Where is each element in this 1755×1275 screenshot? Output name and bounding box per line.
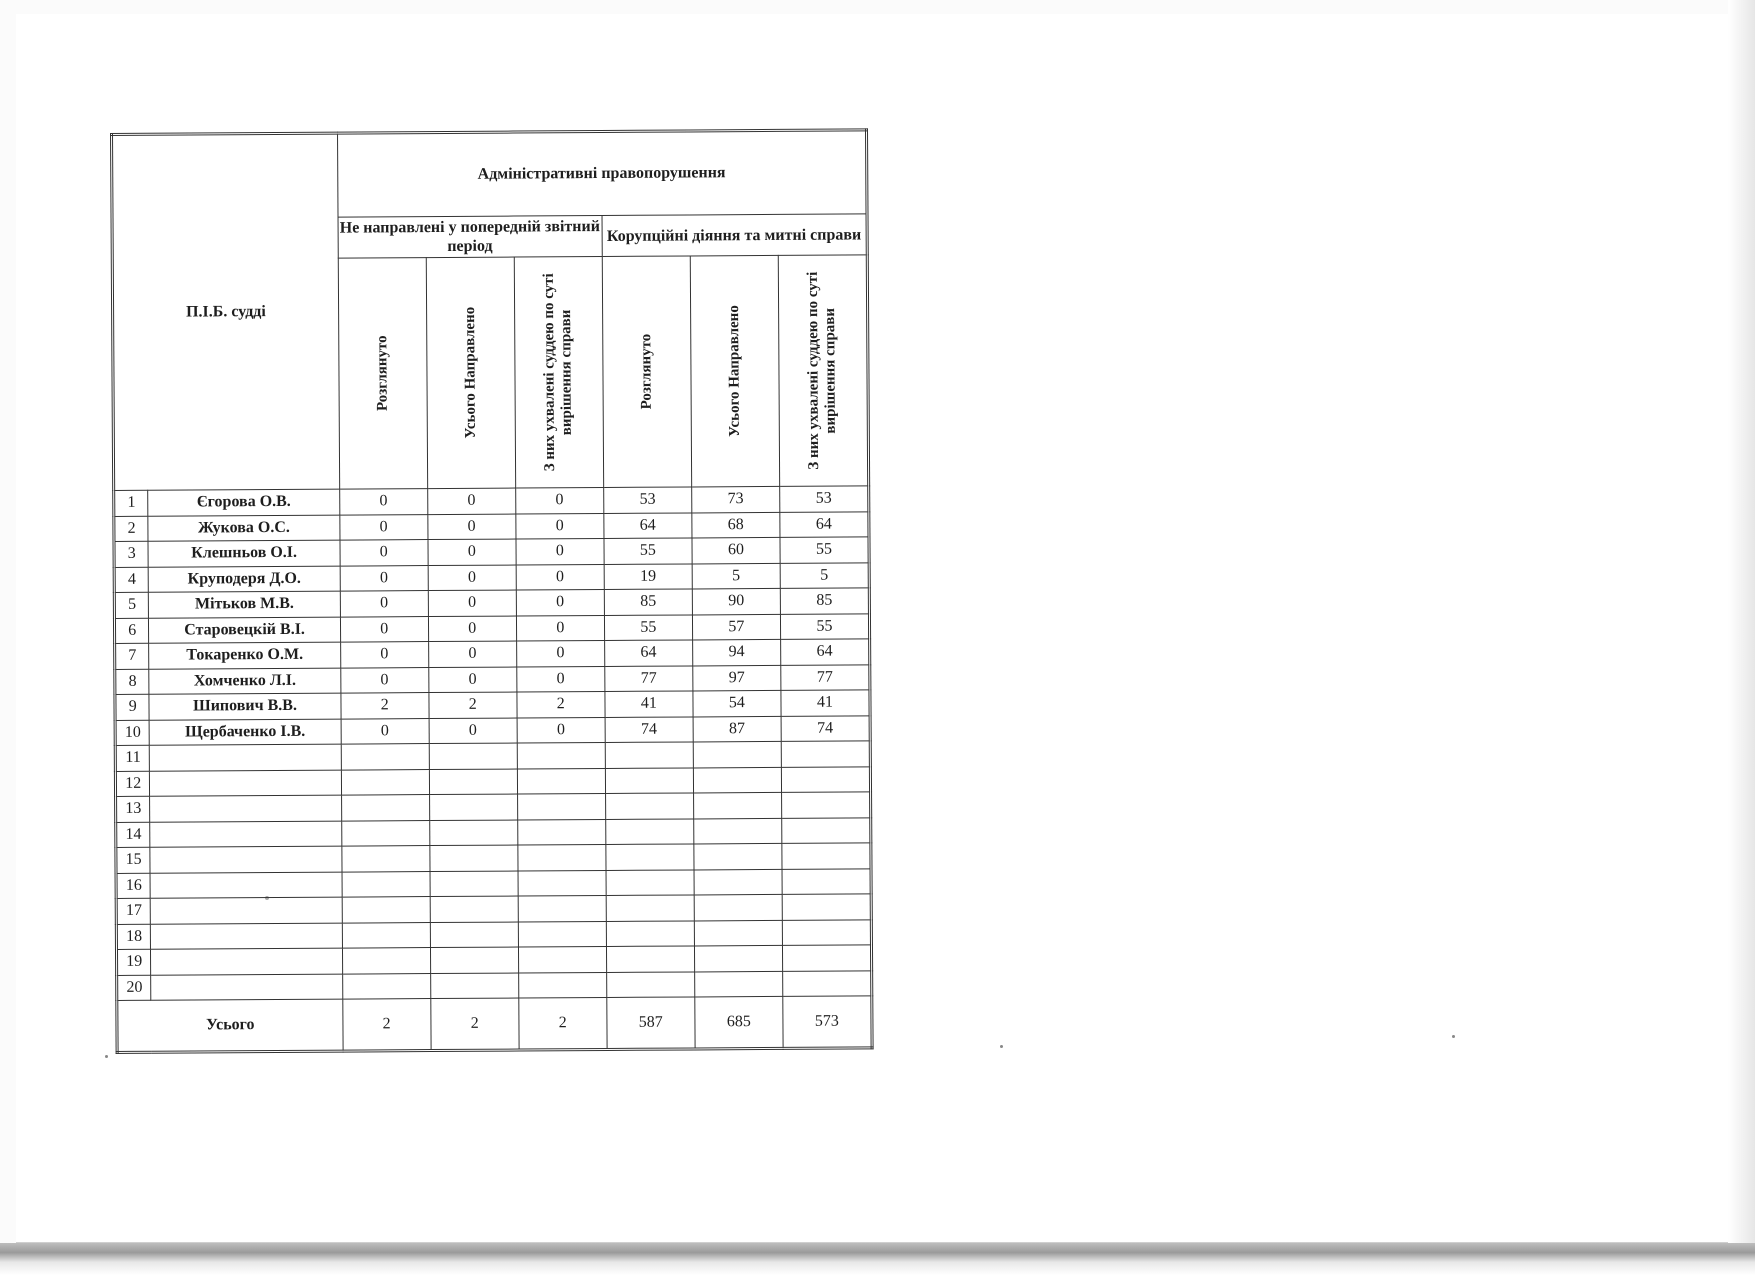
judge-name-cell xyxy=(151,923,342,950)
value-cell xyxy=(605,793,693,819)
value-cell: 0 xyxy=(427,488,515,514)
row-number: 15 xyxy=(116,847,151,873)
value-cell xyxy=(694,843,782,869)
value-cell xyxy=(430,922,518,948)
value-cell: 0 xyxy=(428,616,516,642)
group-header-corruption: Корупційні діяння та митні справи xyxy=(602,214,867,257)
value-cell: 68 xyxy=(692,512,780,538)
value-cell xyxy=(518,870,606,896)
row-number: 10 xyxy=(115,720,150,746)
judge-name-cell: Мітьков М.В. xyxy=(149,591,340,618)
value-cell: 0 xyxy=(428,667,516,693)
value-cell: 85 xyxy=(780,588,869,614)
value-cell: 57 xyxy=(692,614,780,640)
judge-name-cell xyxy=(150,770,341,797)
judge-name-cell: Щербаченко І.В. xyxy=(149,719,340,746)
value-cell xyxy=(429,820,517,846)
total-value-cell: 2 xyxy=(342,999,430,1052)
column-header-text: З них ухвалені суддею по суті вирішення справи xyxy=(805,271,840,470)
value-cell xyxy=(782,919,871,945)
value-cell: 0 xyxy=(516,640,604,666)
value-cell xyxy=(782,868,871,894)
judge-name-cell xyxy=(150,872,341,899)
value-cell xyxy=(605,767,693,793)
value-cell: 2 xyxy=(341,693,429,719)
value-cell xyxy=(693,792,781,818)
value-cell xyxy=(517,819,605,845)
value-cell: 64 xyxy=(604,512,692,538)
column-header-1 xyxy=(338,258,427,490)
value-cell: 0 xyxy=(340,667,428,693)
row-number: 5 xyxy=(114,592,149,618)
judge-name-cell xyxy=(150,846,341,873)
value-cell: 64 xyxy=(781,639,870,665)
value-cell xyxy=(606,971,694,997)
row-number: 20 xyxy=(117,975,152,1001)
value-cell xyxy=(517,793,605,819)
value-cell: 77 xyxy=(605,665,693,691)
value-cell: 0 xyxy=(340,591,428,617)
value-cell: 55 xyxy=(780,613,869,639)
value-cell xyxy=(693,767,781,793)
judge-name-cell xyxy=(151,897,342,924)
value-cell xyxy=(341,769,429,795)
row-number: 18 xyxy=(116,924,151,950)
value-cell: 55 xyxy=(780,537,869,563)
judge-name-cell xyxy=(151,974,342,1001)
judge-name-cell xyxy=(150,795,341,822)
value-cell: 54 xyxy=(693,690,781,716)
value-cell xyxy=(605,742,693,768)
value-cell xyxy=(341,820,429,846)
value-cell: 41 xyxy=(605,691,693,717)
value-cell: 0 xyxy=(339,489,427,515)
value-cell: 85 xyxy=(604,589,692,615)
value-cell xyxy=(518,921,606,947)
total-value-cell: 573 xyxy=(783,996,872,1049)
scan-speck xyxy=(1000,1045,1003,1048)
value-cell xyxy=(430,845,518,871)
row-number: 12 xyxy=(115,771,150,797)
value-cell xyxy=(694,920,782,946)
value-cell xyxy=(518,972,606,998)
value-cell xyxy=(782,817,871,843)
value-cell xyxy=(606,844,694,870)
value-cell: 0 xyxy=(428,539,516,565)
value-cell xyxy=(782,843,871,869)
value-cell xyxy=(342,846,430,872)
value-cell: 0 xyxy=(341,718,429,744)
value-cell xyxy=(518,844,606,870)
value-cell xyxy=(341,795,429,821)
table-body xyxy=(114,486,872,1001)
value-cell: 5 xyxy=(780,562,869,588)
value-cell xyxy=(781,766,870,792)
total-value-cell: 2 xyxy=(519,997,607,1050)
value-cell xyxy=(429,794,517,820)
page-bottom-edge xyxy=(0,1243,1755,1275)
value-cell: 53 xyxy=(603,487,691,513)
column-header-text: Розглянуто xyxy=(638,333,655,410)
value-cell: 0 xyxy=(428,514,516,540)
value-cell: 0 xyxy=(516,589,604,615)
row-number: 4 xyxy=(114,567,149,593)
judges-report-table xyxy=(110,128,874,1054)
column-header-text: З них ухвалені суддею по суті вирішення справи xyxy=(541,273,576,472)
total-value-cell: 685 xyxy=(695,996,783,1049)
value-cell xyxy=(342,973,430,999)
value-cell xyxy=(781,792,870,818)
value-cell xyxy=(781,741,870,767)
value-cell: 0 xyxy=(428,565,516,591)
value-cell xyxy=(430,871,518,897)
row-number: 8 xyxy=(115,669,150,695)
value-cell xyxy=(430,896,518,922)
value-cell xyxy=(782,945,871,971)
value-cell: 87 xyxy=(693,716,781,742)
judge-name-cell xyxy=(150,821,341,848)
scan-speck xyxy=(1452,1035,1455,1038)
value-cell xyxy=(606,895,694,921)
total-row xyxy=(117,996,872,1053)
value-cell xyxy=(606,818,694,844)
value-cell xyxy=(518,946,606,972)
value-cell: 55 xyxy=(604,614,692,640)
value-cell: 64 xyxy=(780,511,869,537)
judge-name-cell: Хомченко Л.І. xyxy=(149,668,340,695)
value-cell: 5 xyxy=(692,563,780,589)
value-cell: 0 xyxy=(428,641,516,667)
value-cell xyxy=(342,922,430,948)
value-cell: 0 xyxy=(516,615,604,641)
value-cell xyxy=(430,973,518,999)
administrative-offenses-header: Адміністративні правопорушення xyxy=(337,130,867,217)
value-cell xyxy=(606,920,694,946)
column-header-3 xyxy=(514,256,603,488)
value-cell: 64 xyxy=(604,640,692,666)
row-number: 13 xyxy=(116,796,151,822)
value-cell: 0 xyxy=(516,538,604,564)
value-cell xyxy=(694,971,782,997)
judge-name-cell: Старовецкій В.І. xyxy=(149,617,340,644)
row-number: 2 xyxy=(114,516,149,542)
value-cell: 0 xyxy=(517,666,605,692)
total-label: Усього xyxy=(117,999,343,1052)
judge-name-header: П.І.Б. судді xyxy=(112,133,340,490)
value-cell: 74 xyxy=(781,715,870,741)
value-cell: 0 xyxy=(515,487,603,513)
judge-name-cell xyxy=(150,744,341,771)
judge-name-cell: Клешньов О.І. xyxy=(148,540,339,567)
row-number: 19 xyxy=(116,949,151,975)
judge-name-cell: Круподеря Д.О. xyxy=(149,566,340,593)
value-cell: 55 xyxy=(604,538,692,564)
value-cell xyxy=(606,869,694,895)
value-cell: 97 xyxy=(693,665,781,691)
total-value-cell: 2 xyxy=(431,998,519,1051)
value-cell: 0 xyxy=(428,590,516,616)
column-header-4 xyxy=(602,256,691,488)
value-cell: 0 xyxy=(340,540,428,566)
row-number: 6 xyxy=(114,618,149,644)
value-cell xyxy=(341,744,429,770)
column-header-text: Усього Направлено xyxy=(461,306,479,439)
value-cell: 60 xyxy=(692,537,780,563)
value-cell: 0 xyxy=(340,616,428,642)
judge-name-cell: Жукова О.С. xyxy=(148,515,339,542)
value-cell xyxy=(429,743,517,769)
value-cell: 2 xyxy=(517,691,605,717)
value-cell: 0 xyxy=(517,717,605,743)
value-cell xyxy=(342,897,430,923)
row-number: 7 xyxy=(115,643,150,669)
value-cell xyxy=(693,741,781,767)
column-header-text: Усього Направлено xyxy=(725,305,743,438)
judge-name-cell: Токаренко О.М. xyxy=(149,642,340,669)
value-cell xyxy=(430,947,518,973)
scan-speck xyxy=(105,1055,108,1058)
value-cell: 19 xyxy=(604,563,692,589)
value-cell xyxy=(429,769,517,795)
value-cell xyxy=(694,945,782,971)
value-cell xyxy=(342,948,430,974)
row-number: 1 xyxy=(114,490,149,516)
value-cell: 2 xyxy=(429,692,517,718)
value-cell: 53 xyxy=(780,486,869,512)
value-cell: 0 xyxy=(340,642,428,668)
value-cell: 0 xyxy=(340,565,428,591)
value-cell xyxy=(518,895,606,921)
value-cell: 74 xyxy=(605,716,693,742)
row-number: 14 xyxy=(116,822,151,848)
value-cell: 90 xyxy=(692,588,780,614)
value-cell: 77 xyxy=(781,664,870,690)
value-cell xyxy=(517,742,605,768)
column-header-5 xyxy=(690,255,779,487)
column-header-text: Розглянуто xyxy=(373,335,391,412)
value-cell: 41 xyxy=(781,690,870,716)
value-cell: 0 xyxy=(516,564,604,590)
total-value-cell: 587 xyxy=(607,997,695,1050)
value-cell xyxy=(783,970,872,996)
judge-name-cell: Шипович В.В. xyxy=(149,693,340,720)
row-number: 3 xyxy=(114,541,149,567)
value-cell: 73 xyxy=(692,486,780,512)
value-cell xyxy=(694,869,782,895)
group-header-not-sent: Не направлені у попередній звітний період xyxy=(338,215,602,258)
column-header-6 xyxy=(778,255,869,487)
value-cell xyxy=(694,818,782,844)
judge-name-cell xyxy=(151,948,342,975)
value-cell xyxy=(694,894,782,920)
row-number: 11 xyxy=(115,745,150,771)
value-cell xyxy=(606,946,694,972)
value-cell: 94 xyxy=(692,639,780,665)
value-cell xyxy=(782,894,871,920)
row-number: 16 xyxy=(116,873,151,899)
row-number: 17 xyxy=(116,898,151,924)
page-right-edge xyxy=(1728,0,1755,1275)
column-header-2 xyxy=(426,257,515,489)
value-cell: 0 xyxy=(429,718,517,744)
value-cell xyxy=(342,871,430,897)
judge-name-cell: Єгорова О.В. xyxy=(148,489,339,516)
value-cell: 0 xyxy=(516,513,604,539)
value-cell xyxy=(517,768,605,794)
row-number: 9 xyxy=(115,694,150,720)
value-cell: 0 xyxy=(340,514,428,540)
